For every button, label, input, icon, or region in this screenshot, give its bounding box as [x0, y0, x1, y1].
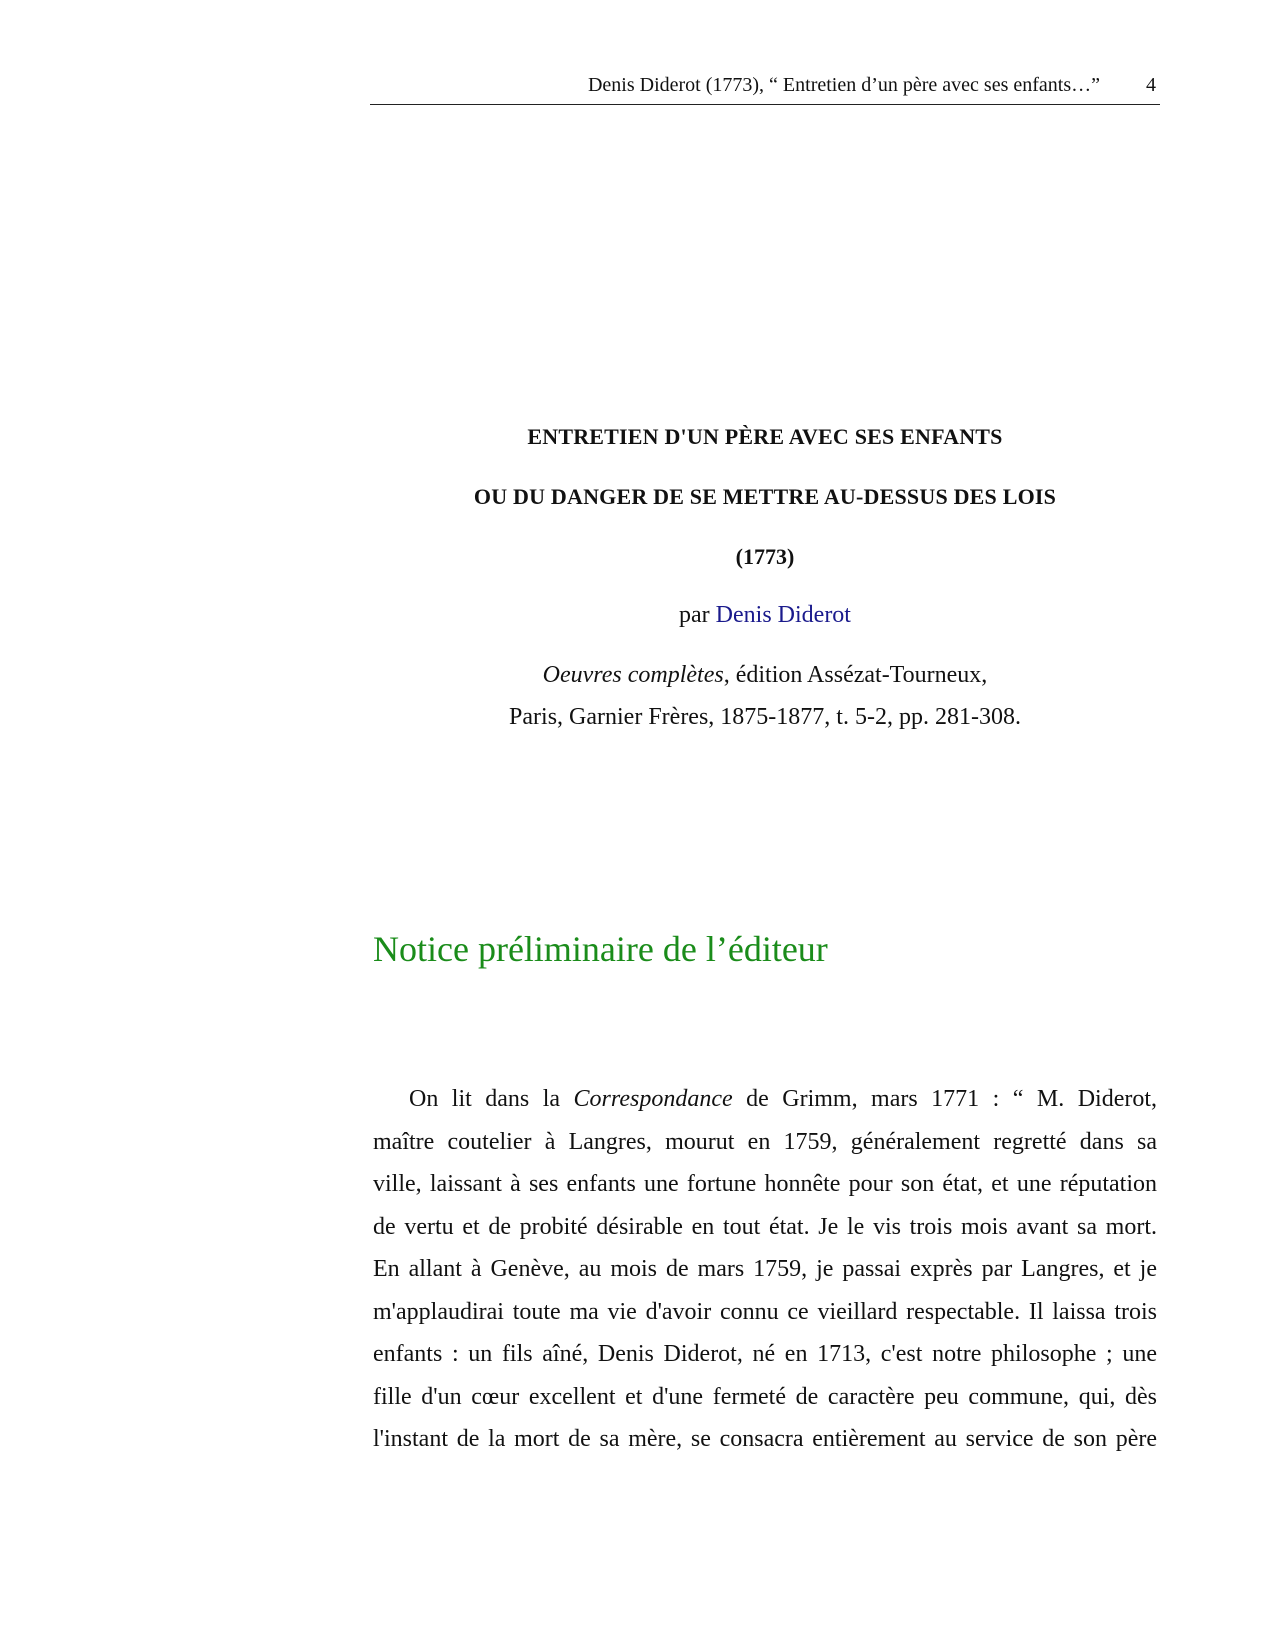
paragraph-line-start: On lit dans la	[409, 1086, 561, 1112]
running-title: Denis Diderot (1773), “ Entretien d’un père avec ses enfants…”	[587, 74, 1100, 96]
paragraph	[373, 1078, 1157, 1461]
author-link[interactable]: Denis Diderot	[715, 602, 851, 628]
work-title: Oeuvres complètes	[542, 662, 724, 688]
paragraph-line: m'applaudirai toute ma vie d'avoir connu ce vieillard respectable. Il laissa trois	[373, 1298, 1157, 1325]
title-line-2: OU DU DANGER DE SE METTRE AU-DESSUS DES LOIS	[473, 484, 1057, 509]
source-line-2: Paris, Garnier Frères, 1875-1877, t. 5-2, pp. 281-308.	[509, 704, 1021, 730]
paragraph-line: de vertu et de probité désirable en tout état. Je le vis trois mois avant sa mort.	[373, 1213, 1157, 1240]
section-heading: Notice préliminaire de l’éditeur	[373, 929, 828, 969]
byline	[370, 602, 1160, 629]
title-year: (1773)	[735, 544, 795, 569]
paragraph-line-end: de Grimm, mars 1771 : “ M. Diderot,	[746, 1086, 1158, 1112]
running-header	[370, 68, 1160, 105]
title-line-1: ENTRETIEN D'UN PÈRE AVEC SES ENFANTS	[527, 424, 1003, 449]
paragraph-line	[373, 1078, 1157, 1121]
byline-prefix: par	[679, 602, 710, 628]
paragraph-line: En allant à Genève, au mois de mars 1759, je passai exprès par Langres, et je	[373, 1256, 1157, 1282]
page-number: 4	[1146, 74, 1156, 96]
paragraph-line: maître coutelier à Langres, mourut en 1759, généralement regretté dans sa	[373, 1128, 1157, 1155]
correspondance-title: Correspondance	[573, 1086, 733, 1112]
paragraph-line: l'instant de la mort de sa mère, se consacra entièrement au service de son père	[373, 1426, 1157, 1452]
paragraph-line: ville, laissant à ses enfants une fortune honnête pour son état, et une réputation	[373, 1171, 1157, 1197]
source-line-1	[370, 662, 1160, 689]
paragraph-line: enfants : un fils aîné, Denis Diderot, né en 1713, c'est notre philosophe ; une	[373, 1341, 1157, 1367]
paragraph-line: fille d'un cœur excellent et d'une fermeté de caractère peu commune, qui, dès	[373, 1383, 1157, 1410]
source-line-1-rest: , édition Assézat-Tourneux,	[723, 662, 988, 688]
